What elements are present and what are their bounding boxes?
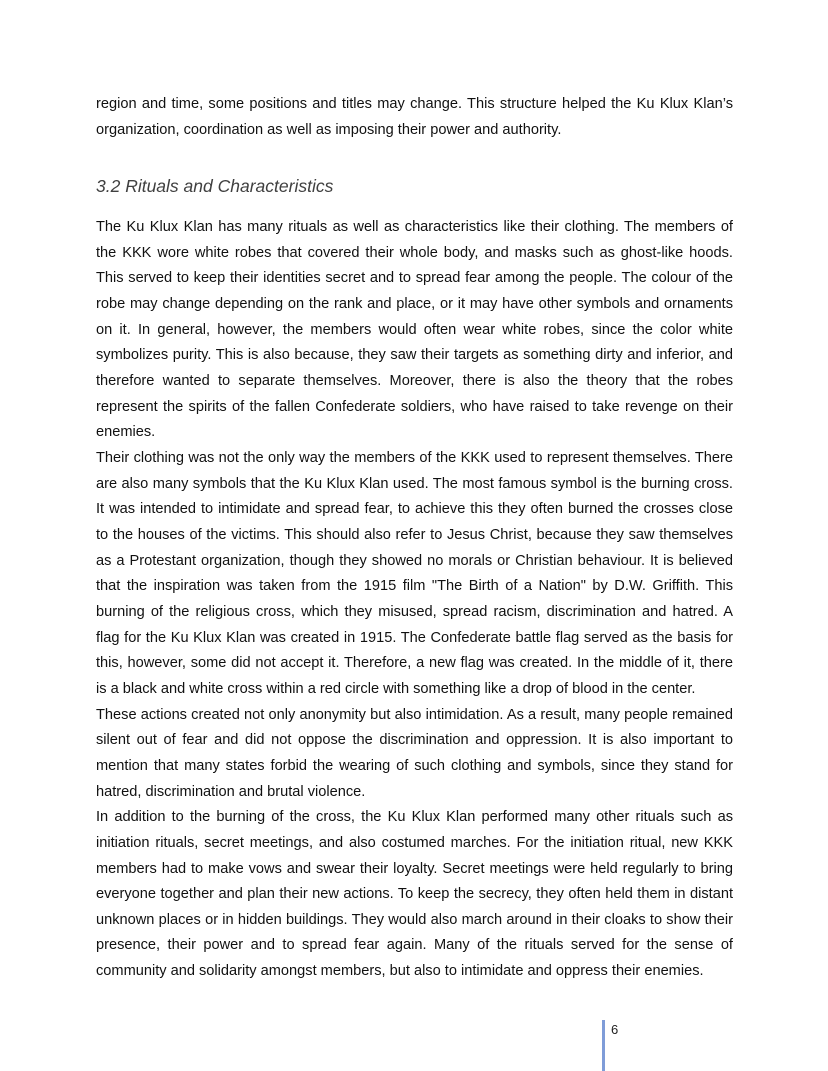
text-line: the KKK wore white robes that covered their whole body, and masks such as ghost-like hoods.: [96, 244, 733, 261]
text-line: presence, their power and to spread fear again. Many of the rituals served for the sense of: [96, 937, 733, 954]
text-line: initiation rituals, secret meetings, and also costumed marches. For the initiation ritual, new KKK: [96, 834, 733, 851]
text-line: region and time, some positions and titles may change. This structure helped the Ku Klux Klan’s: [96, 96, 733, 112]
page-number-bar: [602, 1020, 605, 1071]
text-line: The Ku Klux Klan has many rituals as well as characteristics like their clothing. The members of: [96, 219, 733, 235]
text-line: burning of the religious cross, which they misused, spread racism, discrimination and hatred. A: [96, 603, 733, 620]
text-line: that the inspiration was taken from the 1915 film "The Birth of a Nation" by D.W. Griffith. This: [96, 578, 733, 595]
text-line: flag for the Ku Klux Klan was created in 1915. The Confederate battle flag served as the basis for: [96, 629, 733, 646]
text-line: this, however, some did not accept it. Therefore, a new flag was created. In the middle of it, there: [96, 655, 733, 672]
text-line: organization, coordination as well as imposing their power and authority.: [96, 122, 562, 138]
text-line: therefore wanted to separate themselves. Moreover, there is also the theory that the robes: [96, 372, 733, 389]
text-line: everyone together and plan their new actions. To keep the secrecy, they often held them in distant: [96, 886, 733, 903]
text-line: silent out of fear and did not oppose the discrimination and oppression. It is also important to: [96, 732, 733, 749]
text-line: community and solidarity amongst members, but also to intimidate and oppress their enemies.: [96, 963, 704, 980]
text-line: members had to make vows and swear their loyalty. Secret meetings were held regularly to bring: [96, 860, 733, 877]
text-line: to the houses of the victims. This should also refer to Jesus Christ, because they saw themselves: [96, 526, 733, 543]
text-line: robe may change depending on the rank and place, or it may have other symbols and ornaments: [96, 295, 733, 312]
text-line: symbolizes purity. This is also because, they saw their targets as something dirty and inferior, and: [96, 347, 733, 364]
text-line: unknown places or in hidden buildings. They would also march around in their cloaks to show their: [96, 911, 733, 928]
text-line: is a black and white cross within a red circle with something like a drop of blood in the center.: [96, 680, 696, 697]
text-line: This served to keep their identities secret and to spread fear among the people. The colour of the: [96, 270, 733, 287]
text-line: enemies.: [96, 424, 156, 441]
text-line: Their clothing was not the only way the members of the KKK used to represent themselves. There: [96, 449, 733, 466]
text-line: as a Protestant organization, though they showed no morals or Christian behaviour. It is believed: [96, 552, 733, 569]
text-line: In addition to the burning of the cross, the Ku Klux Klan performed many other rituals such as: [96, 809, 733, 826]
text-line: mention that many states forbid the wearing of such clothing and symbols, since they stand for: [96, 757, 733, 774]
text-line: represent the spirits of the fallen Confederate soldiers, who have raised to take revenge on their: [96, 398, 733, 415]
text-line: on it. In general, however, the members would often wear white robes, since the color white: [96, 321, 733, 338]
text-line: These actions created not only anonymity but also intimidation. As a result, many people remained: [96, 706, 733, 723]
text-line: hatred, discrimination and brutal violence.: [96, 783, 366, 800]
text-line: It was intended to intimidate and spread fear, to achieve this they often burned the crosses close: [96, 501, 733, 518]
text-line: are also many symbols that the Ku Klux Klan used. The most famous symbol is the burning cross.: [96, 475, 733, 492]
section-heading: 3.2 Rituals and Characteristics: [96, 176, 334, 196]
page-number: 6: [611, 1022, 619, 1037]
